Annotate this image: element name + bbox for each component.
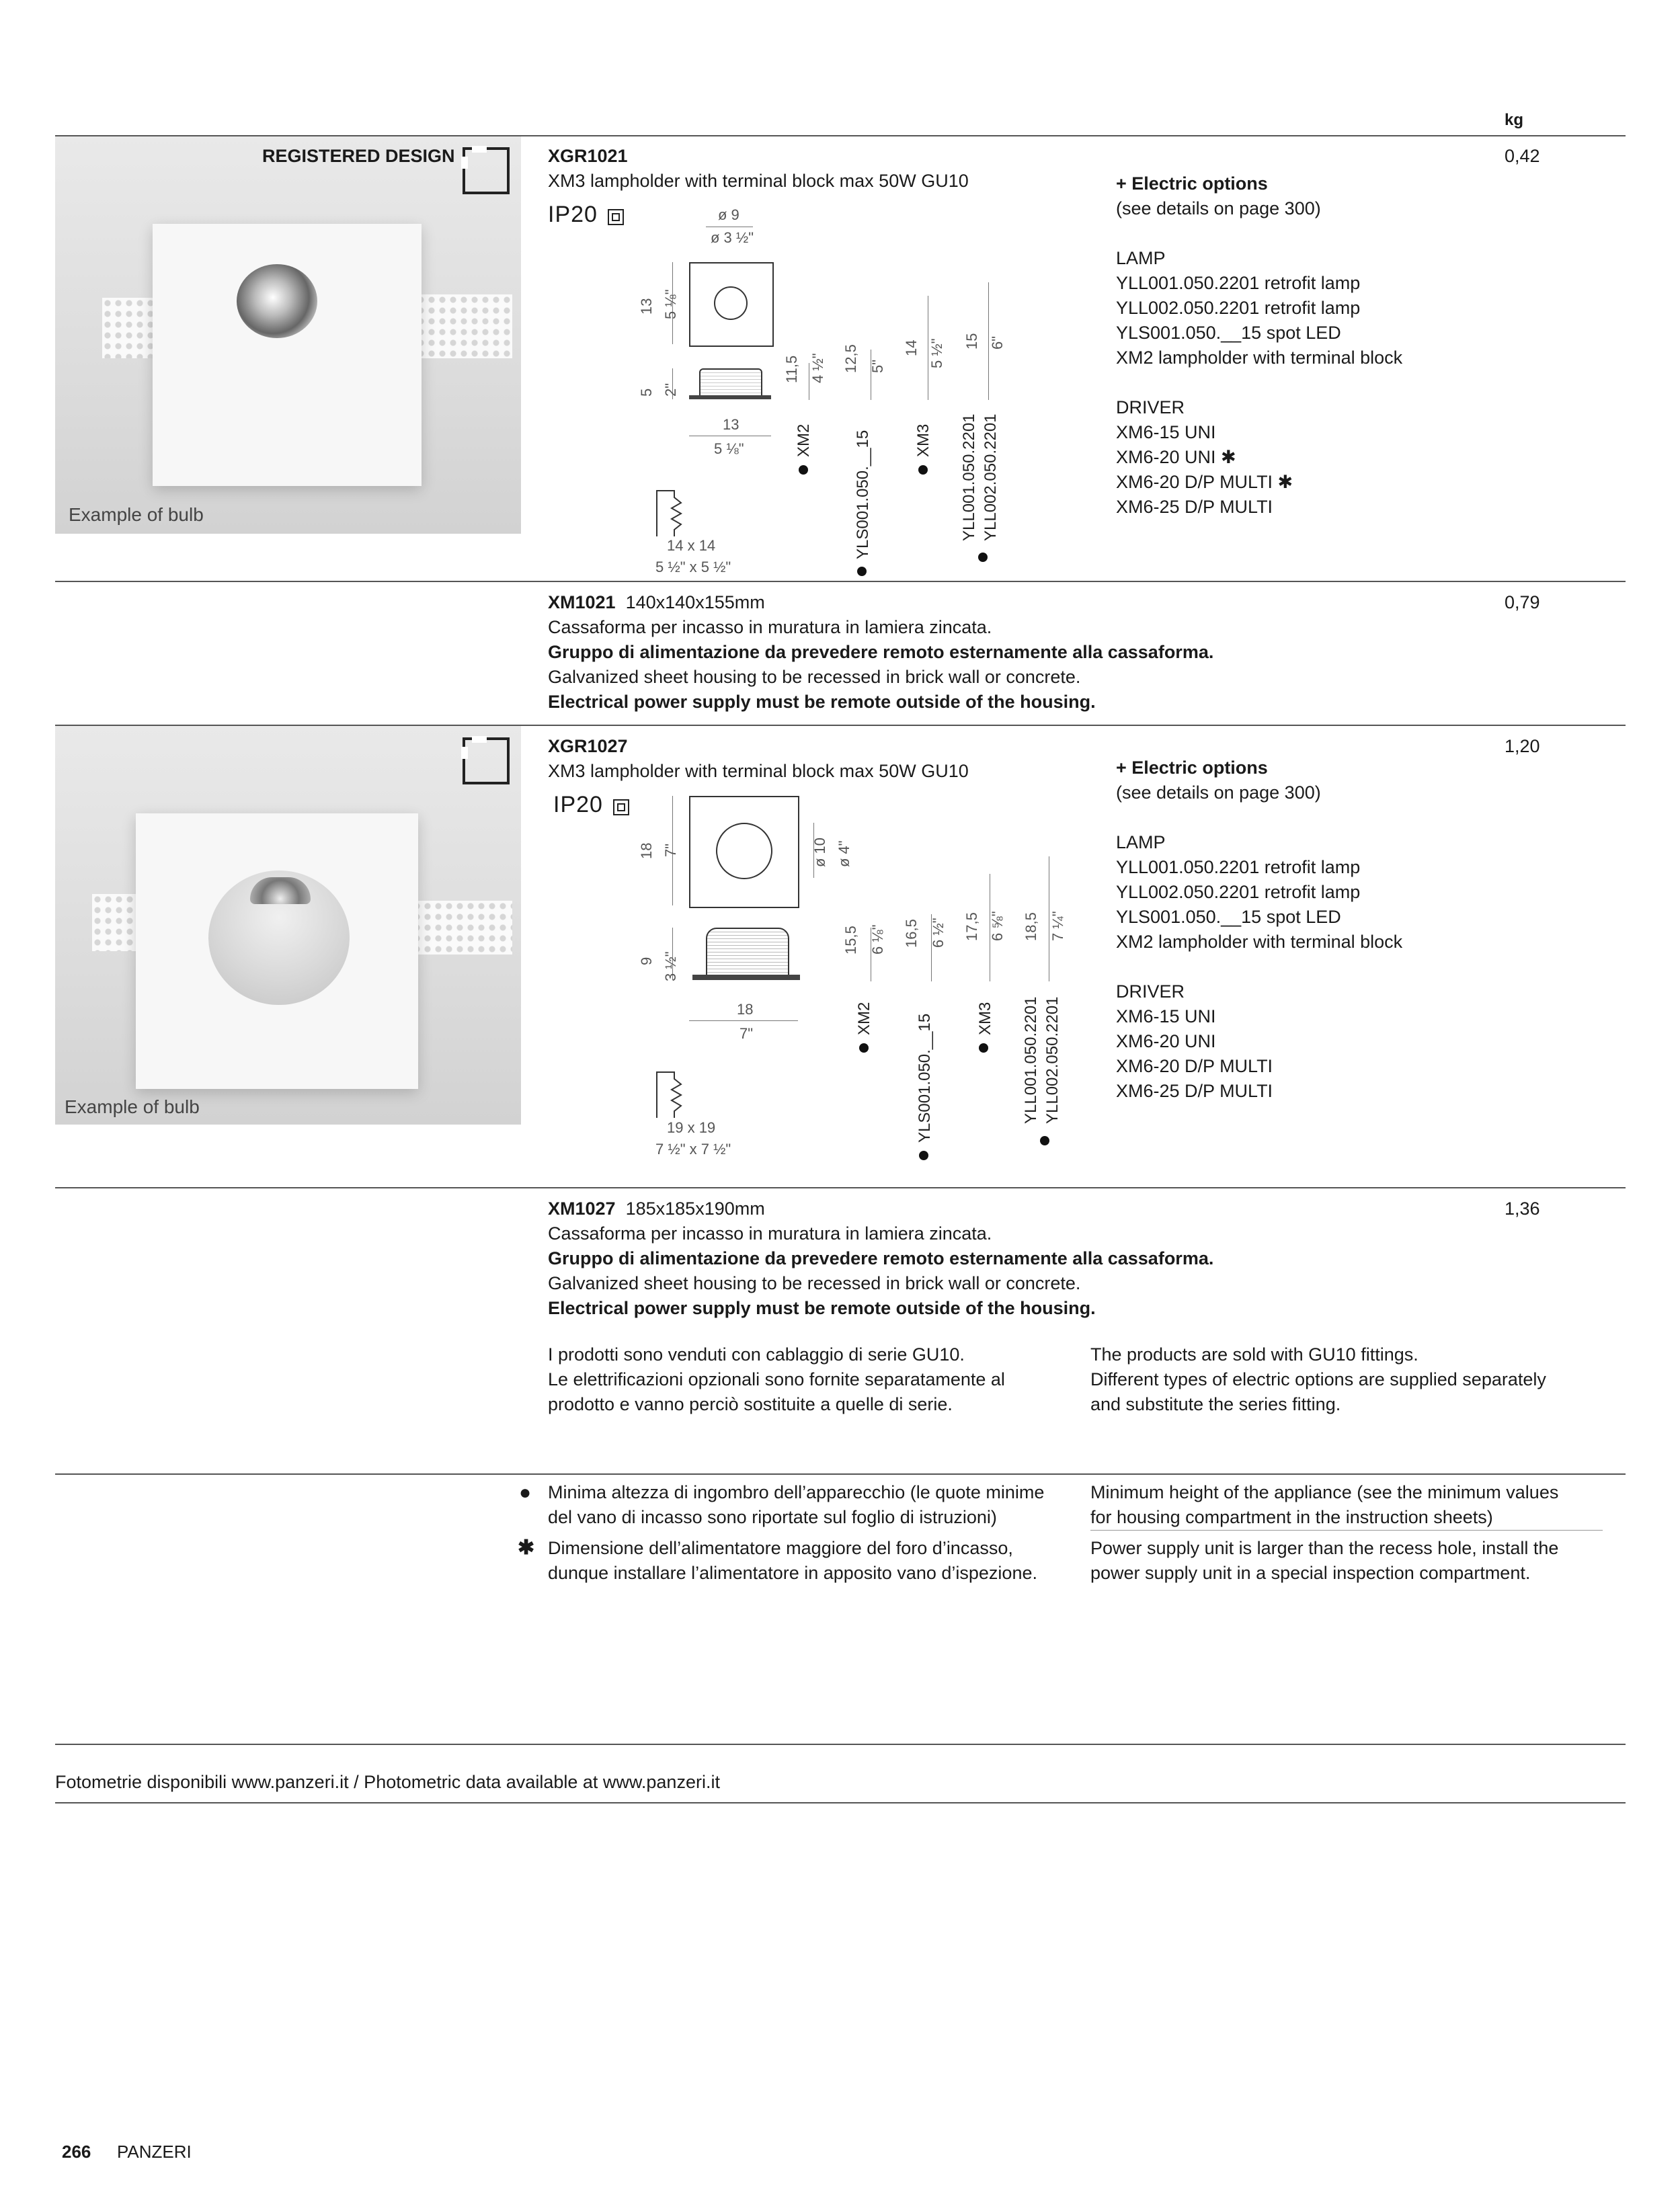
housing-code: XM1021 bbox=[548, 592, 616, 612]
info-line: and substitute the series fitting. bbox=[1090, 1394, 1341, 1414]
lamp-code-xm2: XM2 bbox=[795, 423, 813, 457]
depth-4-cm: 15 bbox=[963, 333, 980, 350]
options-subtitle: (see details on page 300) bbox=[1116, 198, 1321, 218]
lamp-option: XM2 lampholder with terminal block bbox=[1116, 348, 1403, 368]
product-description: XM3 lampholder with terminal block max 50W GU10 bbox=[548, 171, 969, 191]
recess-hole-symbol bbox=[655, 484, 703, 538]
dim-h2-in: 2" bbox=[662, 382, 679, 397]
depth-2-cm: 16,5 bbox=[903, 919, 920, 948]
footer-rule-top bbox=[55, 1744, 1626, 1745]
dim-h1-cm: 13 bbox=[638, 298, 655, 315]
note-power-supply-it bbox=[548, 1536, 1037, 1586]
lamp-code-yls: YLS001.050.__15 bbox=[854, 430, 872, 559]
dim-hole-in: 5 ½" x 5 ½" bbox=[655, 559, 731, 575]
lamp-code-xm3: XM3 bbox=[976, 1002, 994, 1035]
dim-h2-cm: 5 bbox=[638, 388, 655, 397]
driver-title: DRIVER bbox=[1116, 981, 1185, 1002]
min-height-dot-4 bbox=[1040, 1136, 1049, 1145]
depth-4-in: 7 ¼" bbox=[1049, 911, 1066, 941]
photo-caption: Example of bulb bbox=[69, 504, 204, 525]
housing-size: 185x185x190mm bbox=[625, 1199, 765, 1219]
photometric-note: Fotometrie disponibili www.panzeri.it / Photometric data available at www.panzeri.it bbox=[55, 1772, 720, 1792]
registered-design-icon bbox=[463, 147, 510, 194]
options-title: + Electric options bbox=[1116, 173, 1268, 194]
driver-option: XM6-25 D/P MULTI bbox=[1116, 1081, 1273, 1101]
driver-option: XM6-20 D/P MULTI ✱ bbox=[1116, 472, 1293, 492]
housing-line: Electrical power supply must be remote outside of the housing. bbox=[548, 1298, 1096, 1318]
housing-size: 140x140x155mm bbox=[625, 592, 765, 612]
dim-width-cm: 18 bbox=[737, 1001, 754, 1018]
depth-2-cm: 12,5 bbox=[842, 344, 859, 373]
note-line: dunque installare l’alimentatore in apposito vano d’ispezione. bbox=[548, 1563, 1037, 1583]
housing-line: Galvanized sheet housing to be recessed in brick wall or concrete. bbox=[548, 1273, 1081, 1293]
lamp-option: YLL001.050.2201 retrofit lamp bbox=[1116, 273, 1361, 293]
electric-options-xgr1021 bbox=[1116, 171, 1402, 520]
section-rule bbox=[55, 581, 1626, 582]
lamp-bulb bbox=[237, 264, 317, 338]
registered-design-badge: REGISTERED DESIGN bbox=[262, 146, 455, 166]
note-power-supply-en bbox=[1090, 1536, 1558, 1586]
dim-hole-cm: 14 x 14 bbox=[667, 537, 716, 554]
section-rule bbox=[55, 1187, 1626, 1188]
depth-1-in: 4 ½" bbox=[809, 353, 826, 383]
info-line: prodotto e vanno perciò sostituite a quelle di serie. bbox=[548, 1394, 953, 1414]
dim-h2-cm: 9 bbox=[638, 957, 655, 965]
page-number: 266 bbox=[62, 2142, 91, 2162]
info-line: Different types of electric options are supplied separately bbox=[1090, 1369, 1546, 1389]
lamp-title: LAMP bbox=[1116, 832, 1166, 852]
depth-2-in: 6 ½" bbox=[930, 918, 947, 948]
depth-3-cm: 14 bbox=[903, 339, 920, 356]
side-view-body bbox=[706, 928, 789, 977]
product-weight: 0,42 bbox=[1505, 146, 1540, 166]
housing-line: Gruppo di alimentazione da prevedere remoto esternamente alla cassaforma. bbox=[548, 1248, 1214, 1268]
photo-caption: Example of bulb bbox=[65, 1096, 200, 1117]
dim-hole-in: 7 ½" x 7 ½" bbox=[655, 1141, 731, 1158]
housing-xm1027 bbox=[548, 1197, 1213, 1321]
housing-line: Electrical power supply must be remote outside of the housing. bbox=[548, 692, 1096, 712]
housing-weight: 1,36 bbox=[1505, 1199, 1540, 1219]
ip-rating: IP20 bbox=[548, 202, 598, 227]
recess-hole-symbol bbox=[655, 1065, 703, 1119]
dim-h2-in: 3 ½" bbox=[662, 951, 679, 981]
lamp-option: YLS001.050.__15 spot LED bbox=[1116, 323, 1341, 343]
product-photo-xgr1021 bbox=[55, 136, 521, 534]
driver-option: XM6-25 D/P MULTI bbox=[1116, 497, 1273, 517]
min-height-dot-1 bbox=[859, 1043, 869, 1053]
side-view-flange bbox=[692, 975, 800, 980]
depth-1-cm: 11,5 bbox=[783, 355, 800, 383]
dim-line-width bbox=[689, 1020, 798, 1021]
product-photo-xgr1027 bbox=[55, 726, 521, 1125]
weight-unit-header: kg bbox=[1505, 111, 1524, 129]
depth-3-in: 6 ⅝" bbox=[989, 911, 1006, 941]
notes-divider bbox=[1090, 1530, 1603, 1531]
notes-rule bbox=[55, 1473, 1626, 1475]
dim-diameter-in: ø 3 ½" bbox=[711, 229, 754, 246]
ip-rating: IP20 bbox=[553, 792, 603, 817]
top-view-hole bbox=[714, 286, 748, 320]
dim-diameter-cm: ø 9 bbox=[718, 206, 739, 223]
housing-xm1021 bbox=[548, 590, 1213, 715]
info-line: I prodotti sono venduti con cablaggio di serie GU10. bbox=[548, 1344, 965, 1365]
power-supply-legend-icon: ✱ bbox=[518, 1537, 535, 1559]
lamp-option: YLL002.050.2201 retrofit lamp bbox=[1116, 882, 1361, 902]
footer-rule-bottom bbox=[55, 1802, 1626, 1803]
note-line: Power supply unit is larger than the recess hole, install the bbox=[1090, 1538, 1559, 1558]
ip-rating-icon bbox=[613, 799, 629, 815]
note-line: Minimum height of the appliance (see the minimum values bbox=[1090, 1482, 1559, 1502]
dim-width-in: 5 ⅛" bbox=[714, 440, 744, 457]
depth-2-in: 5" bbox=[869, 359, 886, 373]
driver-option: XM6-15 UNI bbox=[1116, 422, 1216, 442]
housing-line: Cassaforma per incasso in muratura in lamiera zincata. bbox=[548, 617, 992, 637]
depth-1-cm: 15,5 bbox=[842, 926, 859, 955]
info-line: Le elettrificazioni opzionali sono fornite separatamente al bbox=[548, 1369, 1005, 1389]
note-line: Minima altezza di ingombro dell’apparecchio (le quote minime bbox=[548, 1482, 1045, 1502]
min-height-dot-3 bbox=[918, 465, 928, 475]
lamp-title: LAMP bbox=[1116, 248, 1166, 268]
options-title: + Electric options bbox=[1116, 758, 1268, 778]
dim-h1-in: 5 ⅛" bbox=[662, 289, 679, 319]
side-view-flange bbox=[689, 395, 771, 399]
info-english bbox=[1090, 1342, 1546, 1417]
min-height-dot-2 bbox=[857, 567, 867, 576]
plaster-wing-right bbox=[411, 901, 512, 955]
brand-name: PANZERI bbox=[117, 2142, 192, 2162]
note-line: power supply unit in a special inspection compartment. bbox=[1090, 1563, 1531, 1583]
product-code: XGR1021 bbox=[548, 146, 628, 166]
min-height-legend-icon: ● bbox=[519, 1482, 532, 1504]
options-subtitle: (see details on page 300) bbox=[1116, 782, 1321, 803]
housing-line: Gruppo di alimentazione da prevedere remoto esternamente alla cassaforma. bbox=[548, 642, 1214, 662]
depth-4-cm: 18,5 bbox=[1023, 912, 1039, 941]
info-italian bbox=[548, 1342, 1005, 1417]
depth-3-cm: 17,5 bbox=[963, 912, 980, 941]
info-line: The products are sold with GU10 fittings. bbox=[1090, 1344, 1418, 1365]
note-min-height-en bbox=[1090, 1480, 1558, 1530]
lamp-option: XM2 lampholder with terminal block bbox=[1116, 932, 1403, 952]
lamp-option: YLL002.050.2201 retrofit lamp bbox=[1116, 298, 1361, 318]
product-code: XGR1027 bbox=[548, 736, 628, 756]
dim-width-in: 7" bbox=[739, 1025, 754, 1042]
electric-options-xgr1027 bbox=[1116, 756, 1402, 1104]
depth-1-in: 6 ⅛" bbox=[869, 924, 886, 955]
lamp-code-yls: YLS001.050.__15 bbox=[916, 1013, 934, 1143]
dim-hole-cm: 19 x 19 bbox=[667, 1119, 716, 1136]
lamp-code-xm3: XM3 bbox=[914, 423, 932, 457]
registered-design-icon bbox=[463, 737, 510, 784]
note-line: for housing compartment in the instruction sheets) bbox=[1090, 1507, 1493, 1527]
dim-diameter-in: ø 4" bbox=[836, 840, 852, 867]
dim-h1-cm: 18 bbox=[638, 842, 655, 859]
lamp-option: YLS001.050.__15 spot LED bbox=[1116, 907, 1341, 927]
driver-option: XM6-20 UNI ✱ bbox=[1116, 447, 1236, 467]
housing-code: XM1027 bbox=[548, 1199, 616, 1219]
note-line: Dimensione dell’alimentatore maggiore del foro d’incasso, bbox=[548, 1538, 1013, 1558]
ip-rating-icon bbox=[608, 209, 624, 225]
housing-line: Cassaforma per incasso in muratura in lamiera zincata. bbox=[548, 1223, 992, 1244]
product-description: XM3 lampholder with terminal block max 50W GU10 bbox=[548, 761, 969, 781]
lamp-bulb bbox=[250, 877, 311, 904]
housing-weight: 0,79 bbox=[1505, 592, 1540, 612]
min-height-dot-3 bbox=[979, 1043, 988, 1053]
lamp-code-xm2: XM2 bbox=[855, 1002, 873, 1035]
driver-option: XM6-20 D/P MULTI bbox=[1116, 1056, 1273, 1076]
depth-4-in: 6" bbox=[989, 335, 1006, 350]
lamp-option: YLL001.050.2201 retrofit lamp bbox=[1116, 857, 1361, 877]
min-height-dot-2 bbox=[919, 1151, 928, 1160]
lamp-code-yll001: YLL001.050.2201 bbox=[1022, 996, 1040, 1124]
lamp-code-yll001: YLL001.050.2201 bbox=[960, 413, 978, 541]
dim-diameter-cm: ø 10 bbox=[811, 837, 828, 867]
driver-option: XM6-15 UNI bbox=[1116, 1006, 1216, 1026]
driver-title: DRIVER bbox=[1116, 397, 1185, 417]
lamp-code-yll002: YLL002.050.2201 bbox=[1043, 996, 1062, 1124]
min-height-dot-1 bbox=[799, 465, 808, 475]
dim-width-cm: 13 bbox=[723, 416, 739, 433]
lamp-code-yll002: YLL002.050.2201 bbox=[982, 413, 1000, 541]
product-weight: 1,20 bbox=[1505, 736, 1540, 756]
plaster-plate bbox=[153, 224, 422, 486]
housing-line: Galvanized sheet housing to be recessed in brick wall or concrete. bbox=[548, 667, 1081, 687]
top-view-hole bbox=[716, 823, 772, 879]
depth-3-in: 5 ½" bbox=[928, 338, 945, 368]
min-height-dot-4 bbox=[978, 553, 988, 562]
dim-h1-in: 7" bbox=[662, 843, 679, 857]
driver-option: XM6-20 UNI bbox=[1116, 1031, 1216, 1051]
note-line: del vano di incasso sono riportate sul foglio di istruzioni) bbox=[548, 1507, 997, 1527]
note-min-height-it bbox=[548, 1480, 1044, 1530]
